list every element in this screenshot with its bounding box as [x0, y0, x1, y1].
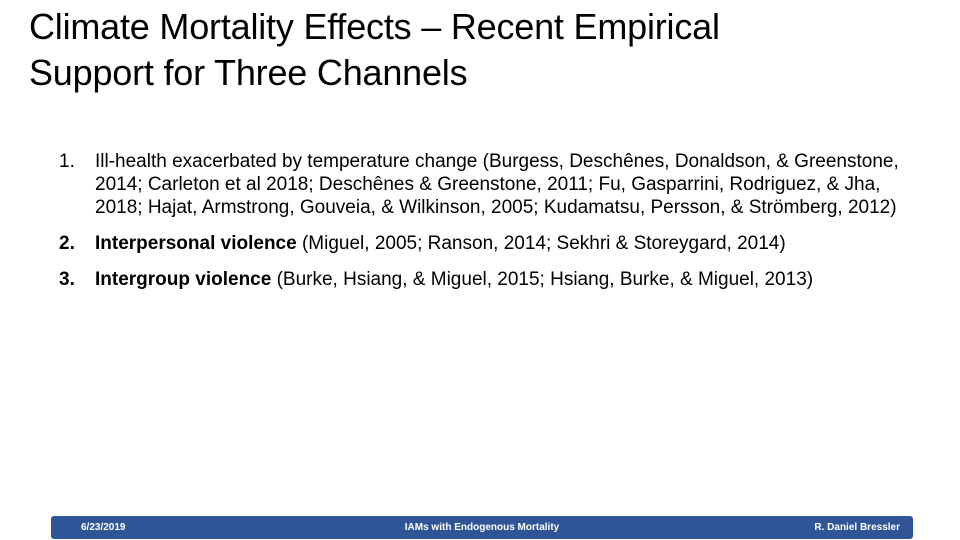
list-item-content	[95, 232, 919, 255]
list-item-interpersonal-violence	[59, 232, 919, 255]
footer-presentation-title: IAMs with Endogenous Mortality	[404, 522, 560, 533]
list-item-citations: (Burke, Hsiang, & Miguel, 2015; Hsiang, Burke, & Miguel, 2013)	[271, 269, 814, 290]
list-item-ill-health	[59, 150, 919, 219]
footer-author: R. Daniel Bressler	[814, 522, 900, 533]
list-item-number: 3.	[59, 269, 75, 290]
slide-title	[29, 4, 929, 96]
list-item-text: Ill-health exacerbated by temperature change (Burgess, Deschênes, Donaldson, & Greenstone, 2014; Carleton et al 2018; Deschênes & Greenstone, 2011; Fu, Gasparrini, Rodriguez, & Jha, 2018; Hajat, Armstrong, Gouveia, & Wilkinson, 2005; Kudamatsu, Persson, & Strömberg, 2012)	[95, 151, 899, 218]
list-item-citations: (Miguel, 2005; Ranson, 2014; Sekhri & Storeygard, 2014)	[296, 233, 786, 254]
footer-bar	[51, 516, 913, 539]
list-item-heading: Intergroup violence	[95, 269, 272, 290]
list-item-content	[95, 268, 919, 291]
list-item-intergroup-violence	[59, 268, 919, 291]
list-item-heading: Interpersonal violence	[95, 233, 297, 254]
list-item-number: 1.	[59, 151, 75, 172]
list-item-number: 2.	[59, 233, 75, 254]
slide-title-line-2: Support for Three Channels	[29, 52, 468, 93]
channel-list	[59, 150, 919, 304]
footer-date: 6/23/2019	[81, 522, 126, 533]
slide-title-line-1: Climate Mortality Effects – Recent Empirical	[29, 6, 720, 47]
